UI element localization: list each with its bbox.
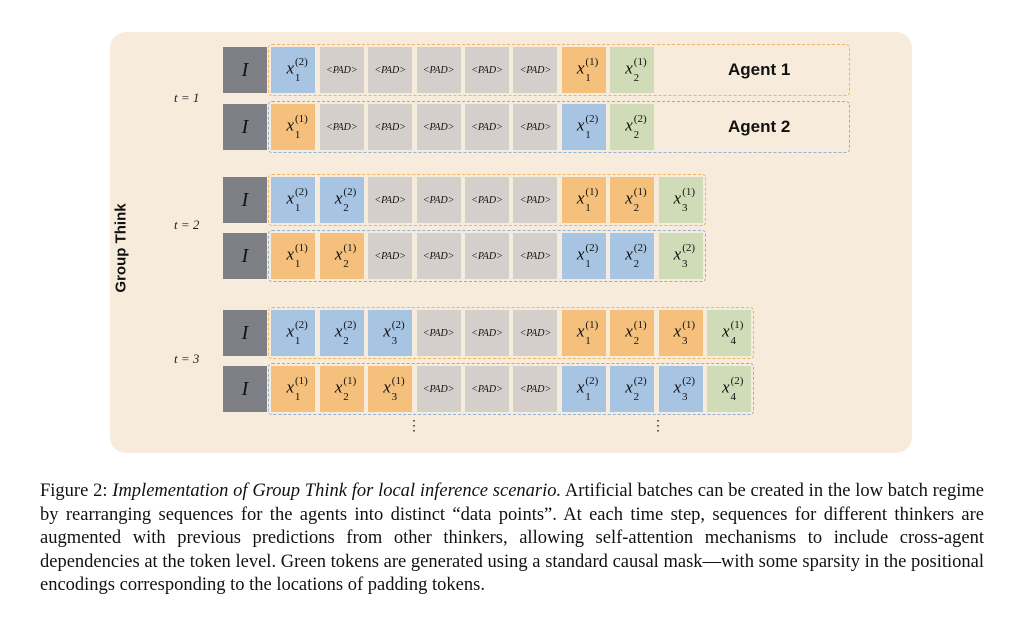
green-token: $x^{(1)}_2$ [610, 47, 654, 93]
caption-body: Artificial batches can be created in the low batch regime by rearranging sequences for the agents into distinct “data points”. At each time step, sequences for different thinkers are augmented with previous predictions from other thinkers, allowing self-attention mechanisms to include cross-agent dependencies at the token level. Green tokens are generated using a standard causal mask—with some sparsity in the positional encodings corresponding to the locations of padding tokens. [40, 481, 984, 596]
pad-token: <PAD> [417, 366, 461, 412]
blue-token: $x^{(2)}_2$ [610, 366, 654, 412]
continuation-dots-right: ⋮ [651, 419, 665, 434]
pad-token: <PAD> [465, 177, 509, 223]
pad-token: <PAD> [417, 104, 461, 150]
pad-token: <PAD> [368, 47, 412, 93]
orange-token: $x^{(1)}_2$ [610, 310, 654, 356]
orange-token: $x^{(1)}_1$ [271, 366, 315, 412]
pad-token: <PAD> [465, 47, 509, 93]
blue-token: $x^{(2)}_2$ [610, 233, 654, 279]
figure-caption [40, 480, 984, 598]
pad-token: <PAD> [513, 104, 557, 150]
green-token: $x^{(2)}_2$ [610, 104, 654, 150]
time-label-3: t = 3 [174, 351, 200, 366]
orange-token: $x^{(1)}_3$ [368, 366, 412, 412]
pad-token: <PAD> [368, 233, 412, 279]
instruction-token: I [223, 233, 267, 279]
pad-token: <PAD> [465, 233, 509, 279]
pad-token: <PAD> [465, 366, 509, 412]
blue-token: $x^{(2)}_2$ [320, 177, 364, 223]
orange-token: $x^{(1)}_2$ [610, 177, 654, 223]
blue-token: $x^{(2)}_1$ [562, 104, 606, 150]
pad-token: <PAD> [513, 310, 557, 356]
orange-token: $x^{(1)}_2$ [320, 366, 364, 412]
pad-token: <PAD> [417, 47, 461, 93]
orange-token: $x^{(1)}_1$ [271, 233, 315, 279]
instruction-token: I [223, 310, 267, 356]
pad-token: <PAD> [465, 310, 509, 356]
continuation-dots-left: ⋮ [407, 419, 421, 434]
instruction-token: I [223, 366, 267, 412]
time-label-2: t = 2 [174, 217, 200, 232]
blue-token: $x^{(2)}_1$ [562, 233, 606, 279]
caption-title: Implementation of Group Think for local inference scenario. [112, 481, 562, 501]
blue-token: $x^{(2)}_1$ [271, 47, 315, 93]
pad-token: <PAD> [320, 47, 364, 93]
pad-token: <PAD> [417, 177, 461, 223]
instruction-token: I [223, 104, 267, 150]
pad-token: <PAD> [513, 47, 557, 93]
blue-token: $x^{(2)}_2$ [320, 310, 364, 356]
pad-token: <PAD> [368, 177, 412, 223]
pad-token: <PAD> [513, 366, 557, 412]
time-label-1: t = 1 [174, 90, 200, 105]
green-token: $x^{(1)}_4$ [707, 310, 751, 356]
instruction-token: I [223, 177, 267, 223]
agent-1-label: Agent 1 [728, 60, 791, 79]
blue-token: $x^{(2)}_3$ [368, 310, 412, 356]
green-token: $x^{(2)}_4$ [707, 366, 751, 412]
orange-token: $x^{(1)}_2$ [320, 233, 364, 279]
orange-token: $x^{(1)}_1$ [562, 47, 606, 93]
pad-token: <PAD> [417, 233, 461, 279]
green-token: $x^{(2)}_3$ [659, 233, 703, 279]
pad-token: <PAD> [368, 104, 412, 150]
pad-token: <PAD> [513, 177, 557, 223]
orange-token: $x^{(1)}_3$ [659, 310, 703, 356]
blue-token: $x^{(2)}_1$ [271, 177, 315, 223]
orange-token: $x^{(1)}_1$ [562, 310, 606, 356]
green-token: $x^{(1)}_3$ [659, 177, 703, 223]
orange-token: $x^{(1)}_1$ [562, 177, 606, 223]
pad-token: <PAD> [465, 104, 509, 150]
pad-token: <PAD> [513, 233, 557, 279]
blue-token: $x^{(2)}_1$ [271, 310, 315, 356]
instruction-token: I [223, 47, 267, 93]
orange-token: $x^{(1)}_1$ [271, 104, 315, 150]
agent-2-label: Agent 2 [728, 117, 791, 136]
blue-token: $x^{(2)}_3$ [659, 366, 703, 412]
caption-label: Figure 2: [40, 481, 108, 501]
blue-token: $x^{(2)}_1$ [562, 366, 606, 412]
pad-token: <PAD> [417, 310, 461, 356]
pad-token: <PAD> [320, 104, 364, 150]
